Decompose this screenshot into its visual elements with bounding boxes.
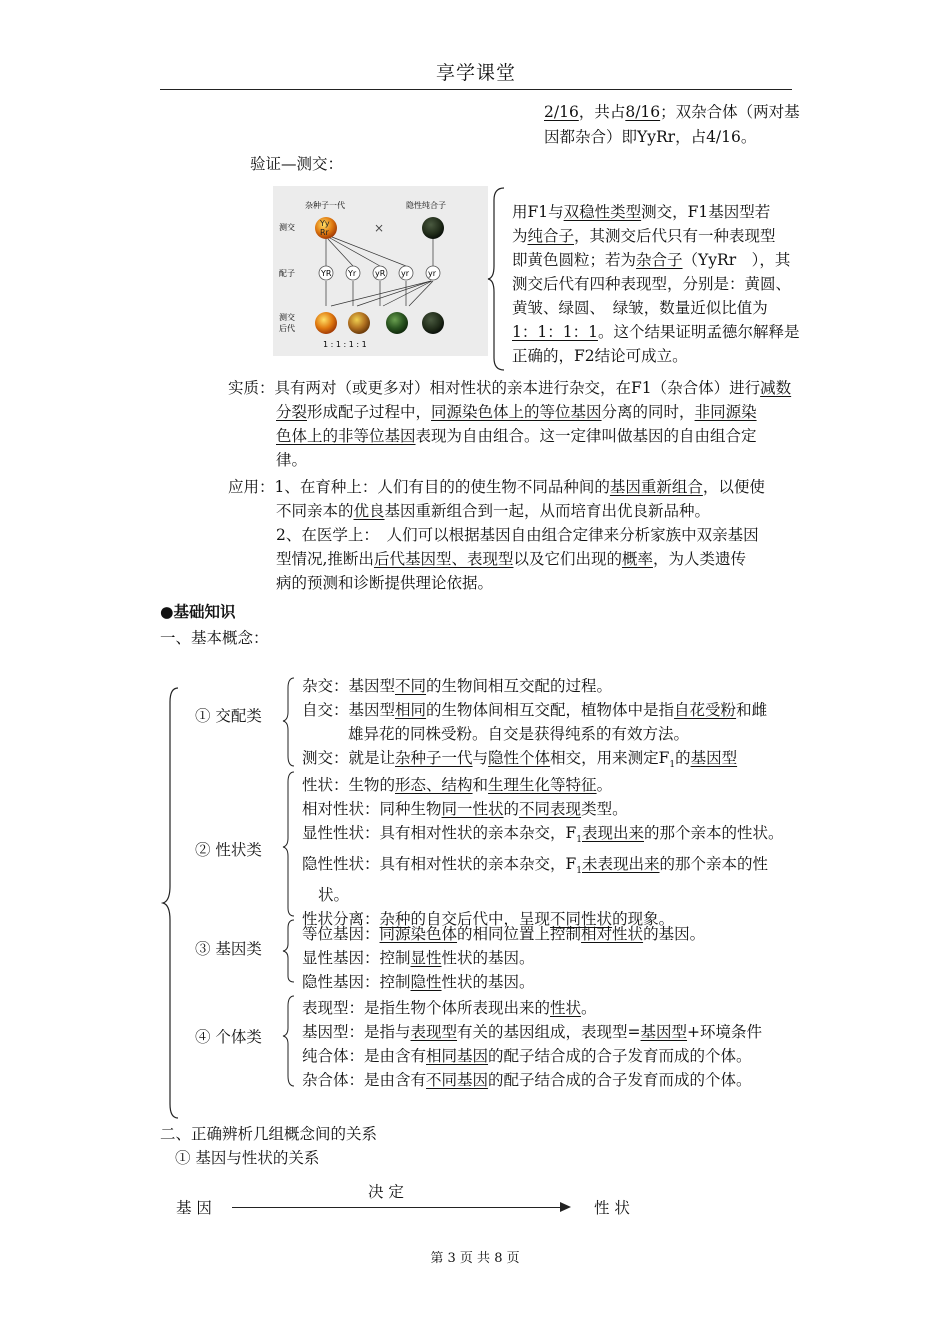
trait-items	[302, 773, 784, 931]
basics-title: ●基础知识	[160, 603, 236, 621]
text: ，为人类遗传	[652, 550, 746, 568]
text: 性状分离：	[302, 910, 380, 929]
term-expressed: 表现出来	[582, 824, 645, 842]
subscript: 1	[576, 835, 582, 846]
item-hybrid	[302, 674, 767, 698]
brace-mating	[283, 678, 294, 766]
text: ，其测交后代只有一种表现型	[574, 227, 776, 245]
arrow-head-icon	[560, 1202, 572, 1212]
exp-line-6	[512, 320, 802, 344]
term-physiology: 生理生化等特征	[488, 776, 597, 794]
app-line-4	[228, 547, 765, 571]
text: 性状的基因。	[441, 973, 535, 991]
text: 隐性性状：具有相对性状的亲本杂交，F	[302, 855, 577, 874]
exp-line-2	[512, 224, 802, 248]
section1-title: 一、基本概念：	[160, 629, 269, 647]
offspring-green-round	[386, 312, 408, 334]
essence-line-2	[228, 400, 791, 424]
term-superior: 优良	[353, 502, 385, 520]
exp-line-7: 正确的，F2结论可成立。	[512, 347, 688, 365]
offspring-yellow-wrinkled	[348, 312, 370, 334]
text: 相对性状：同种生物	[302, 800, 442, 818]
essence-line-1	[228, 376, 791, 400]
term-self-pollination: 自花受粉	[674, 701, 737, 719]
item-phenotype	[302, 996, 762, 1020]
term-homologous: 同源染色体	[379, 925, 458, 943]
row-gamete: 配子	[279, 269, 295, 278]
top-cont-line2: 因都杂合）即YyRr，占4/16。	[544, 128, 757, 146]
exp-line-3	[512, 248, 802, 272]
test-cross-heading: 验证—测交：	[250, 155, 344, 173]
term-nonallelic-2: 色体上的非等位基因	[276, 427, 416, 445]
gamete-row	[319, 266, 440, 280]
item-self	[302, 698, 767, 722]
text: 测交，F1基因型若	[641, 203, 771, 221]
inner-braces	[280, 676, 298, 1096]
text: 用F1与	[512, 203, 564, 221]
item-trait	[302, 773, 784, 797]
term-different-expression: 不同表现	[519, 800, 582, 818]
frac-2-16: 2/16	[544, 103, 579, 121]
gamete-4-label: yr	[401, 269, 410, 278]
page-number: 第 3 页 共 8 页	[430, 1251, 520, 1266]
app-line-1	[228, 475, 765, 499]
text: 。这个结果证明孟德尔解释是	[597, 323, 800, 341]
exp-line-5: 黄皱、绿圆、 绿皱，数量近似比值为	[512, 299, 768, 317]
term-nonallelic-1: 非同源染	[694, 403, 757, 421]
item-homozygote	[302, 1044, 762, 1068]
category-individuals: ④ 个体类	[195, 1028, 262, 1046]
subscript: 1	[576, 866, 582, 877]
item-dominant-trait	[302, 821, 784, 852]
relation-trait: 性 状	[594, 1199, 630, 1217]
page-header-title: 享学课堂	[435, 62, 516, 84]
item-recessive-trait-line2: 状。	[318, 886, 350, 905]
text: 性状：生物的	[302, 776, 396, 794]
text: 即黄色圆粒；若为	[512, 251, 637, 269]
text: 基因重新组合到一起，从而培育出优良新品种。	[384, 502, 711, 520]
individual-items	[302, 996, 762, 1092]
header-rule	[160, 89, 792, 90]
term-recessive: 隐性	[410, 973, 442, 991]
item-self-line2: 雄异花的同株受粉。自交是获得纯系的有效方法。	[348, 725, 690, 743]
term-recessive-individual: 隐性个体	[488, 749, 551, 767]
term-alleles: 同源染色体上的等位基因	[431, 403, 602, 421]
row-offspring-2: 后代	[279, 324, 295, 333]
term-offspring: 后代基因型、表现型	[373, 550, 514, 568]
text: 的基因。	[643, 925, 706, 943]
text: 分离的同时，	[601, 403, 695, 421]
term-morphology: 形态、结构	[395, 776, 473, 794]
category-mating: ① 交配类	[195, 707, 262, 725]
item-relative-trait	[302, 797, 784, 821]
text: 的相同位置上控制	[457, 925, 582, 943]
text: 测交：就是让	[302, 749, 396, 767]
term-relative-trait: 相对性状	[581, 925, 644, 943]
outer-brace	[160, 686, 182, 1120]
brace-traits	[283, 772, 294, 916]
item-allele	[302, 922, 705, 946]
text: 与	[472, 749, 489, 767]
subscript: 1	[669, 760, 676, 771]
text: 表现为自由组合。这一定律叫做基因的自由组合定	[415, 427, 757, 445]
relation-arrow-label: 决 定	[368, 1183, 404, 1201]
text: 以及它们出现的	[513, 550, 622, 568]
cross-sign: ×	[374, 221, 385, 235]
text: 。	[581, 999, 597, 1017]
text: 型情况,推断出	[276, 550, 374, 568]
term-same: 相同	[395, 701, 427, 719]
term-f1-hybrid: 杂种子一代	[395, 749, 473, 767]
sub1-title: ① 基因与性状的关系	[175, 1149, 320, 1167]
text: 的	[675, 749, 691, 767]
text: 纯合体：是由含有	[302, 1047, 427, 1065]
app-line-2	[228, 499, 765, 523]
category-traits: ② 性状类	[195, 841, 262, 859]
term-double-recessive: 双稳性类型	[563, 203, 642, 221]
label-recessive: 隐性纯合子	[406, 201, 446, 210]
text: 等位基因：	[302, 925, 380, 943]
term-different-genes: 不同基因	[426, 1071, 489, 1089]
term-probability: 概率	[621, 550, 653, 568]
term-meiosis-1: 减数	[760, 379, 792, 397]
mating-items	[302, 674, 767, 777]
term-heterozygote: 杂合子	[636, 251, 683, 269]
term-homozygote: 纯合子	[527, 227, 575, 245]
text: 为	[512, 227, 528, 245]
text: 和雌	[736, 701, 768, 719]
item-recessive-gene	[302, 970, 705, 994]
text: 有关的基因组成，表现型=	[457, 1023, 641, 1041]
term-genotype-eq: 基因型	[640, 1023, 688, 1041]
essence-block	[228, 376, 791, 472]
text: 和	[472, 776, 489, 794]
text: 表现型：是指生物个体所表现出来的	[302, 999, 551, 1017]
text: 的现象。	[612, 910, 675, 929]
parent-top-label: Yy	[320, 219, 330, 228]
text: 的自交后代中，呈现	[410, 910, 551, 929]
item-genotype	[302, 1020, 762, 1044]
text: 的配子结合成的合子发育而成的个体。	[488, 1047, 752, 1065]
app-line-5: 病的预测和诊断提供理论依据。	[276, 574, 494, 592]
term-genotype: 基因型	[690, 749, 738, 767]
term-recombination: 基因重新组合	[609, 478, 703, 496]
gamete-1-label: YR	[321, 269, 332, 278]
label-hybrid: 杂种子一代	[305, 201, 345, 210]
offspring-yellow-round	[315, 312, 337, 334]
ratio-label: 1 : 1 : 1 : 1	[323, 340, 367, 349]
text: +环境条件	[687, 1023, 763, 1041]
gamete-3-label: yR	[375, 269, 386, 278]
app-line-3: 2、在医学上： 人们可以根据基因自由组合定律来分析家族中双亲基因	[276, 526, 759, 544]
exp-line-4: 测交后代有四种表现型，分别是：黄圆、	[512, 275, 792, 293]
test-cross-svg	[273, 186, 488, 356]
essence-line-4: 律。	[276, 451, 308, 469]
text: 显性基因：控制	[302, 949, 411, 967]
text: 的	[503, 800, 520, 818]
text: ，以便使	[702, 478, 765, 496]
relation-arrow-line	[232, 1207, 568, 1208]
top-cont-line1	[544, 100, 800, 124]
term-not-expressed: 未表现出来	[582, 855, 660, 874]
explanation-brace	[486, 186, 508, 372]
parent-recessive-seed	[422, 217, 444, 239]
gamete-5-label: yr	[428, 269, 437, 278]
category-genes: ③ 基因类	[195, 940, 262, 958]
text: 杂交：基因型	[302, 677, 396, 695]
text: 的生物间相互交配的过程。	[426, 677, 613, 695]
brace-individuals	[283, 996, 294, 1086]
item-heterozygote	[302, 1068, 762, 1092]
text: 实质：具有两对（或更多对）相对性状的亲本进行杂交，在F1（杂合体）进行	[228, 379, 761, 397]
parent-bottom-label: Rr	[320, 228, 329, 237]
relation-gene: 基 因	[176, 1199, 212, 1217]
text: 应用：1、在育种上：人们有目的的使生物不同品种间的	[228, 478, 610, 496]
ratio-1111: 1：1：1：1	[512, 323, 598, 341]
text: 的那个亲本的性状。	[644, 824, 784, 842]
offspring-green-wrinkled	[422, 312, 444, 334]
text: 不同亲本的	[276, 502, 354, 520]
text: 的生物体间相互交配，植物体中是指	[426, 701, 675, 719]
term-same-genes: 相同基因	[426, 1047, 489, 1065]
text: 。	[596, 776, 613, 794]
brace-genes	[283, 920, 294, 982]
gene-items	[302, 922, 705, 994]
text: 杂合体：是由含有	[302, 1071, 427, 1089]
gamete-2-label: Yr	[348, 269, 357, 278]
offspring-row	[315, 312, 444, 334]
row-cross: 测交	[279, 223, 295, 232]
term-same-trait: 同一性状	[441, 800, 504, 818]
term-different-traits: 不同性状	[550, 910, 613, 929]
term-trait: 性状	[550, 999, 582, 1017]
text: 性状的基因。	[441, 949, 535, 967]
text: ；双杂合体（两对基	[660, 103, 800, 121]
term-meiosis-2: 分裂	[276, 403, 308, 421]
term-different: 不同	[395, 677, 427, 695]
text: 基因型：是指与	[302, 1023, 411, 1041]
text: 自交：基因型	[302, 701, 396, 719]
text: 类型。	[581, 800, 628, 818]
exp-line-1	[512, 200, 802, 224]
test-cross-diagram	[273, 186, 488, 356]
test-cross-explanation	[512, 200, 802, 368]
essence-line-3	[228, 424, 791, 448]
row-offspring-1: 测交	[279, 313, 295, 322]
term-hybrid: 杂种	[379, 910, 411, 929]
text: （YyRr ），其	[682, 251, 791, 269]
text: 的那个亲本的性	[659, 855, 769, 874]
term-phenotype: 表现型	[410, 1023, 458, 1041]
item-recessive-trait	[302, 852, 784, 883]
item-dominant-gene	[302, 946, 705, 970]
text: ，共占	[578, 103, 626, 121]
text: 显性性状：具有相对性状的亲本杂交，F	[302, 824, 577, 842]
term-dominant: 显性	[410, 949, 442, 967]
text: 的配子结合成的合子发育而成的个体。	[488, 1071, 752, 1089]
section2-title: 二、正确辨析几组概念间的关系	[160, 1125, 378, 1143]
text: 隐性基因：控制	[302, 973, 411, 991]
application-block	[228, 475, 765, 595]
frac-8-16: 8/16	[625, 103, 661, 121]
text: 形成配子过程中，	[307, 403, 432, 421]
text: 相交，用来测定F	[550, 749, 670, 767]
